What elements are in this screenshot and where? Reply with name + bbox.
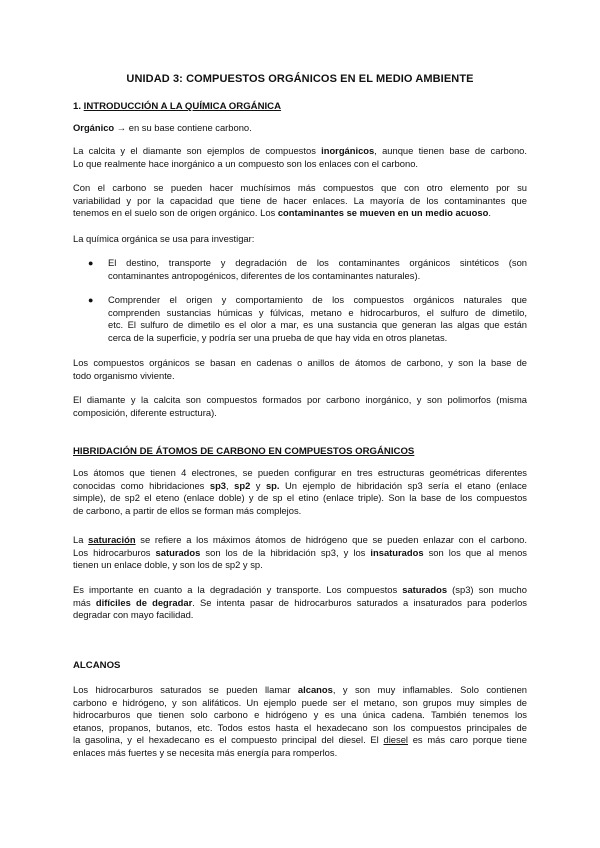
bold-text: sp2 bbox=[234, 479, 251, 491]
text-line: cerca de la superficie, y podría ser una prueba de que hay vida en otros planetas. bbox=[108, 331, 448, 343]
bold-text: insaturados bbox=[370, 546, 424, 558]
text-line: enlaces más fuertes y se necesita más energía para romperlos. bbox=[73, 746, 338, 758]
text: y bbox=[250, 479, 266, 491]
section-title: ALCANOS bbox=[73, 660, 121, 671]
bullet-2: ● bbox=[88, 295, 94, 305]
text-line: El destino, transporte y degradación de los contaminantes orgánicos sintéticos (son bbox=[108, 257, 527, 268]
text: . Se intenta pasar de hidrocarburos saturados a insaturados para poderlos bbox=[192, 596, 527, 608]
text: . bbox=[488, 207, 491, 219]
bold-text: saturados bbox=[155, 546, 201, 558]
paragraph-6 bbox=[73, 467, 527, 517]
term-organico: Orgánico bbox=[73, 122, 115, 133]
text: Un ejemplo de hibridación sp3 sería el etano (enlace bbox=[279, 479, 527, 491]
text-line: simple), de sp2 el eteno (enlace doble) y de sp el etino (enlace triple). Son la base de los compuestos bbox=[73, 492, 527, 504]
bullet-item-2 bbox=[108, 294, 527, 344]
text: , bbox=[226, 479, 235, 491]
text-line: Comprender el origen y comportamiento de los compuestos orgánicos naturales que bbox=[108, 294, 527, 305]
text: conocidas como hibridaciones bbox=[73, 479, 210, 491]
text-line: Los compuestos orgánicos se basan en cadenas o anillos de átomos de carbono, y son la base de bbox=[73, 357, 527, 368]
text-line: Lo que realmente hace inorgánico a un compuesto son los enlaces con el carbono. bbox=[73, 157, 419, 169]
section-title: INTRODUCCIÓN A LA QUÍMICA ORGÁNICA bbox=[83, 101, 282, 112]
text-line: variabilidad y por la capacidad que tiene de hacer enlaces. La mayoría de los contaminantes que bbox=[73, 194, 527, 206]
bold-text: saturados bbox=[402, 584, 448, 595]
text: es más caro porque tiene bbox=[408, 734, 527, 746]
text-line: La química orgánica se usa para investigar: bbox=[73, 233, 255, 244]
bold-text: inorgánicos bbox=[321, 145, 375, 156]
paragraph-8 bbox=[73, 584, 527, 622]
paragraph-2 bbox=[73, 182, 527, 220]
section-heading-alcanos bbox=[73, 660, 120, 673]
bold-text: contaminantes se mueven en un medio acuoso bbox=[277, 207, 489, 219]
text: Es importante en cuanto a la degradación y transporte. Los compuestos bbox=[73, 584, 403, 595]
text: (sp3) son mucho bbox=[447, 584, 527, 595]
bold-text: difíciles de degradar bbox=[95, 596, 193, 608]
section-title: HIBRIDACIÓN DE ÁTOMOS DE CARBONO EN COMPUESTOS ORGÁNICOS bbox=[73, 446, 415, 457]
text: La bbox=[73, 534, 89, 545]
bold-underlined-text: saturación bbox=[88, 534, 136, 545]
text: La calcita y el diamante son ejemplos de compuestos bbox=[73, 145, 322, 156]
paragraph-organico bbox=[73, 122, 527, 135]
paragraph-5 bbox=[73, 394, 527, 419]
text: , aunque tienen base de carbono. bbox=[374, 145, 527, 156]
paragraph-1 bbox=[73, 145, 527, 170]
text: son los de la hibridación sp3, y los bbox=[200, 546, 371, 558]
text-line: comprenden sustancias húmicas y fúlvicas, metano e hidrocarburos, el sulfuro de dimetilo, bbox=[108, 306, 527, 318]
text: tenemos en el suelo son de origen orgánico. Los bbox=[73, 207, 278, 219]
text-line: degradar con mayo facilidad. bbox=[73, 609, 194, 621]
text-line: etanos, propanos, butanos, etc. Todos estos hasta el hexadecano son los compuestos principales de bbox=[73, 721, 527, 733]
text: se refiere a los máximos átomos de hidrógeno que se pueden enlazar con el carbono. bbox=[135, 534, 527, 545]
text-line: contaminantes antropogénicos, diferentes de los contaminantes naturales). bbox=[108, 269, 421, 281]
underlined-text: diesel bbox=[383, 734, 408, 746]
text: son los que al menos bbox=[423, 546, 527, 558]
text: Los hidrocarburos saturados se pueden llamar bbox=[73, 684, 298, 695]
text-line: etc. El sulfuro de dimetilo es el olor a mar, es una sustancia que generan las algas que están bbox=[108, 319, 527, 331]
paragraph-4 bbox=[73, 357, 527, 382]
document-title: UNIDAD 3: COMPUESTOS ORGÁNICOS EN EL MEDIO AMBIENTE bbox=[126, 73, 474, 85]
bold-text: alcanos bbox=[297, 684, 333, 695]
text-line: Con el carbono se pueden hacer muchísimos más compuestos que con otro elemento por su bbox=[73, 182, 527, 193]
text-line: El diamante y la calcita son compuestos formados por carbono inorgánico, y son polimorfos (misma bbox=[73, 394, 527, 405]
text: , y son muy inflamables. Solo contienen bbox=[332, 684, 527, 695]
text-line: carbono e hidrógeno, y son alifáticos. Un ejemplo puede ser el metano, son grupos muy simples de bbox=[73, 696, 527, 708]
section-heading-intro bbox=[73, 101, 281, 114]
text-line: todo organismo viviente. bbox=[73, 369, 175, 381]
text-line: composición, diferente estructura). bbox=[73, 406, 217, 418]
text-line: hidrocarburos que tienen solo carbono e hidrógeno y es una única cadena. También tenemos los bbox=[73, 709, 527, 721]
bullet-item-1 bbox=[108, 257, 527, 282]
text: Los hidrocarburos bbox=[73, 546, 156, 558]
bold-text: sp. bbox=[265, 479, 280, 491]
text: → en su base contiene carbono. bbox=[114, 122, 252, 133]
text-line: tienen un enlace doble, y son los de sp2 y sp. bbox=[73, 559, 263, 571]
text: la gasolina, y el hexadecano es el compuesto principal del diesel. El bbox=[73, 734, 384, 746]
paragraph-7 bbox=[73, 534, 527, 572]
text-line: de carbono, a partir de ellos se forman más complejos. bbox=[73, 504, 302, 516]
bullet-1: ● bbox=[88, 258, 94, 268]
paragraph-9 bbox=[73, 684, 527, 760]
text: más bbox=[73, 596, 96, 608]
text-line: Los átomos que tienen 4 electrones, se pueden configurar en tres estructuras geométricas diferentes bbox=[73, 467, 527, 478]
bold-text: sp3 bbox=[209, 479, 227, 491]
section-number: 1. bbox=[73, 101, 84, 112]
section-heading-hibridacion bbox=[73, 446, 414, 459]
paragraph-3 bbox=[73, 233, 527, 246]
